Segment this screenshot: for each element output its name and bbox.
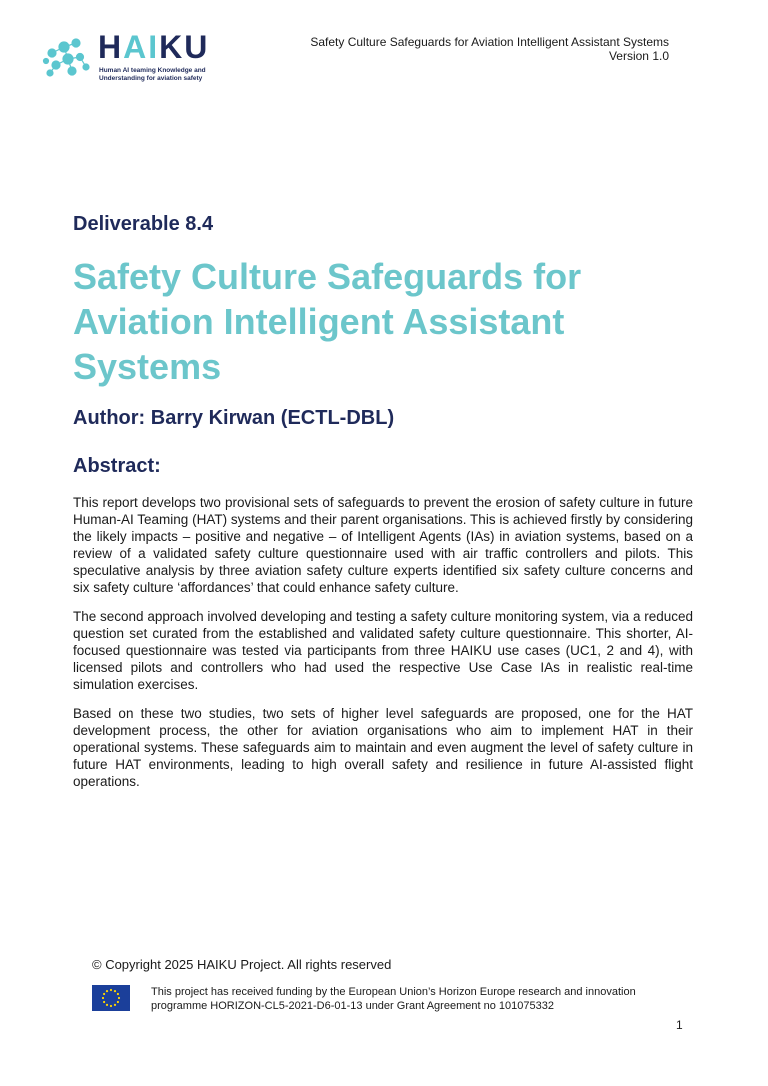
running-header (310, 35, 669, 63)
document-version: Version 1.0 (608, 49, 669, 63)
abstract-heading: Abstract: (73, 455, 161, 477)
page-number: 1 (676, 1018, 683, 1032)
logo-tagline-line-1: Human AI teaming Knowledge and (99, 67, 206, 74)
logo-tagline (99, 67, 239, 82)
abstract-paragraph-2: The second approach involved developing and testing a safety culture monitoring system, via a reduced question set curated from the established and validated safety culture questionnaire. This shorter, AI-focused questionnaire was tested via participants from three HAIKU use cases (UC1, 2 and 4), with licensed pilots and controllers who had used the respective Use Case IAs in realistic real-time simulation exercises. (73, 609, 693, 692)
molecule-network-icon (42, 33, 92, 83)
document-title: Safety Culture Safeguards for Aviation Intelligent Assistant Systems (73, 256, 582, 387)
deliverable-label: Deliverable 8.4 (73, 213, 214, 235)
abstract-paragraph-3: Based on these two studies, two sets of higher level safeguards are proposed, one for the HAT development process, the other for aviation organisations who aim to implement HAT in their operational systems. These safeguards aim to maintain and even augment the level of safety culture in future HAT environments, leading to high overall safety and resilience in future AI-assisted flight operations. (73, 706, 693, 789)
logo-tagline-line-2: Understanding for aviation safety (99, 74, 203, 82)
copyright-notice: © Copyright 2025 HAIKU Project. All rights reserved (92, 957, 392, 972)
haiku-logo (42, 29, 232, 83)
abstract-paragraph-1: This report develops two provisional sets of safeguards to prevent the erosion of safety culture in future Human-AI Teaming (HAT) systems and their parent organisations. This is achieved firstly by considering the likely impacts – positive and negative – of Intelligent Agents (IAs) in aviation systems, based on a review of a validated safety culture questionnaire used with air traffic controllers and pilots. This speculative analysis by three aviation safety culture experts identified six safety culture concerns and six safety culture ‘affordances’ that could enhance safety culture. (73, 495, 693, 595)
abstract-body (73, 494, 693, 802)
eu-flag-icon (92, 985, 130, 1011)
funding-statement: This project has received funding by the European Union’s Horizon Europe research and innovation programme HORIZON-CL5-2021-D6-01-13 under Grant Agreement no 101075332 (151, 986, 636, 1012)
running-title: Safety Culture Safeguards for Aviation Intelligent Assistant Systems (310, 35, 669, 49)
logo-wordmark: HAIKU (98, 29, 210, 65)
author-line: Author: Barry Kirwan (ECTL-DBL) (73, 407, 395, 429)
